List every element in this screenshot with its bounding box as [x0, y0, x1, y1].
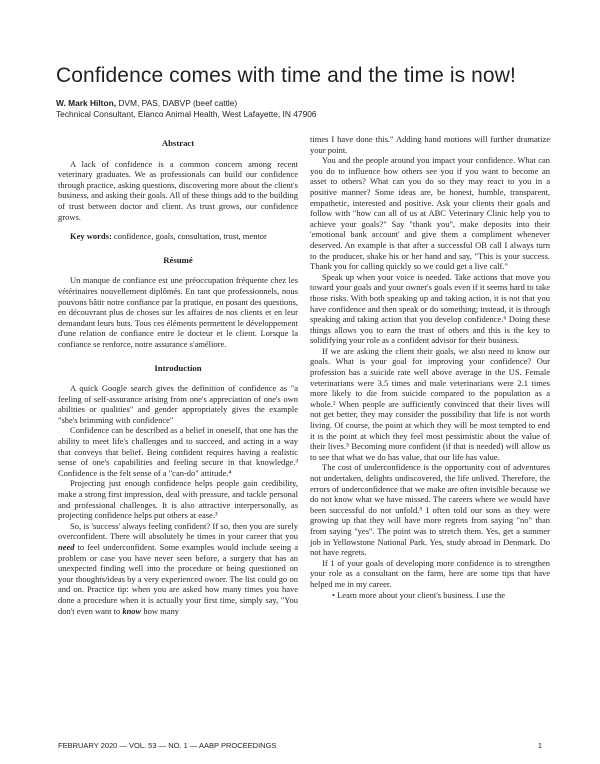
page-number: 1: [537, 741, 542, 750]
right-column: [310, 134, 550, 600]
introduction-heading: Introduction: [154, 362, 202, 373]
body-paragraph-impact: You and the people around you impact your confidence. What can you do to influence how others see you if you want to become an asset to others? What can you do so they may react to you in a positive manner? Some ideas are, be honest, humble, transparent, empathetic, interested and positive. Ask your clients their goals and follow with "how can all of us at ABC Veterinary Clinic help you to achieve your goals?" Say "thank you", make deposits into their 'emotional bank account' and give them a compliment whenever deserved. An example is that after a successful OB call I always turn to the producer, shake his or her hand and say, "This is your success. Thank you for calling quickly so we could get a live calf.": [310, 155, 550, 272]
body-paragraph-tips: If 1 of your goals of developing more confidence is to strengthen your role as a consultant on the farm, here are some tips that have helped me in my career.: [310, 557, 550, 589]
body-paragraph-underconfidence: The cost of underconfidence is the opportunity cost of adventures not undertaken, delights undiscovered, the life unlived. Therefore, the errors of underconfidence that we make are often invisible because we do not know what we have missed. The careers where we would have been successful do not unfold.⁵ I often told our sons as they were growing up that they will have more regrets from saying "no" than from saying "yes". The point was to stretch them. Yes, get a summer job in Yellowstone National Park. Yes, study abroad in Denmark. Do not have regrets.: [310, 462, 550, 558]
byline: [56, 98, 556, 121]
tip-bullet: • Learn more about your client's business. I use the: [332, 589, 506, 600]
intro-paragraph-3: Projecting just enough confidence helps people gain credibility, make a strong first impression, deal with pressure, and tackle personal and professional challenges. It is also attractive interpersonally, as projecting confidence helps put others at ease.³: [58, 478, 298, 521]
footer-journal: FEBRUARY 2020 — VOL. 53 — NO. 1 — AABP PROCEEDINGS: [58, 741, 277, 750]
body-paragraph-continued: times I have done this." Adding hand motions will further dramatize your point.: [310, 134, 550, 155]
keywords-label: Key words:: [70, 231, 112, 242]
left-column: [58, 134, 298, 616]
resume-heading: Résumé: [163, 254, 193, 265]
abstract-text: A lack of confidence is a common concern among recent veterinary graduates. We as professionals can build our confidence through practice, asking questions, discovering more about the client's business, and asking their goals. All of these things add to the building of trust between doctor and client. As trust grows, our confidence grows.: [58, 158, 298, 222]
author-name: W. Mark Hilton,: [56, 98, 117, 108]
author-line: [56, 98, 556, 109]
abstract-heading: Abstract: [161, 138, 195, 148]
body-paragraph-speak-up: Speak up when your voice is needed. Take actions that move you toward your goals and your owner's goals even if it seems hard to take those risks. With both speaking up and taking action, it is not that you have confidence and then speak or do something; instead, it is through speaking and taking action that you develop confidence.⁶ Doing these things allows you to earn the trust of others and this is the key to solidifying your role as a confident advisor for their business.: [310, 271, 550, 346]
intro-paragraph-2: Confidence can be described as a belief in oneself, that one has the ability to meet life's challenges and to succeed, and acting in a way that conveys that belief. Being confident requires having a realistic sense of one's capabilities and feeling secure in that knowledge.³ Confidence is the felt sense of a "can-do" attitude.⁴: [58, 425, 298, 478]
author-credentials: DVM, PAS, DABVP (beef cattle): [116, 98, 238, 108]
body-paragraph-goals: If we are asking the client their goals, we also need to know our goals. What is your goal for improving your confidence? Our profession has a suicide rate well above average in the US. Female veterinarians were 3.5 times and male veterinarians were 2.1 times more likely to die from suicide compared to the population as a whole.² When people are sufficiently convinced that their lives will not get better, they may consider the possibility that life is not worth living. Of course, the point at which they will be most tempted to end it is the point at which they feel most pessimistic about the value of their lives.⁵ Becoming more confident (if that is needed) will allow us to see that what we do has value, that our life has value.: [310, 345, 550, 462]
page-footer: [58, 741, 542, 750]
author-affiliation: Technical Consultant, Elanco Animal Health, West Lafayette, IN 47906: [56, 109, 317, 120]
keywords-list: confidence, goals, consultation, trust, mentor: [111, 231, 267, 242]
article-title: Confidence comes with time and the time is now!: [56, 64, 516, 87]
resume-text: Un manque de confiance est une préoccupation fréquente chez les vétérinaires nouvellement diplômés. En tant que professionnels, nous pouvons bâtir notre confiance par la pratique, en posant des questions, en découvrant plus de choses sur les affaires de nos clients et en leur demandant leurs buts. Tous ces éléments permettent le développement d'une relation de confiance entre le docteur et le client. Lorsque la confiance se renforce, notre assurance s'améliore.: [58, 275, 298, 349]
intro-paragraph-4: So, is 'success' always feeling confident? If so, then you are surely overconfident. There will absolutely be times in your career that you need to feel underconfident. Some examples would include seeing a problem or case you have never seen before, a surgery that has an unexpected finding well into the procedure or being questioned on your thoughts/ideas by a very experienced owner. The list could go on and on. Practice tip: when you are asked how many times you have done a procedure when it is actually your first time, simply say, "You don't even want to know how many: [58, 520, 298, 616]
intro-paragraph-1: A quick Google search gives the definition of confidence as "a feeling of self-assurance arising from one's appreciation of one's own abilities or qualities" and gender appropriately gives the example "she's brimming with confidence": [58, 383, 298, 425]
keywords: [58, 231, 298, 242]
